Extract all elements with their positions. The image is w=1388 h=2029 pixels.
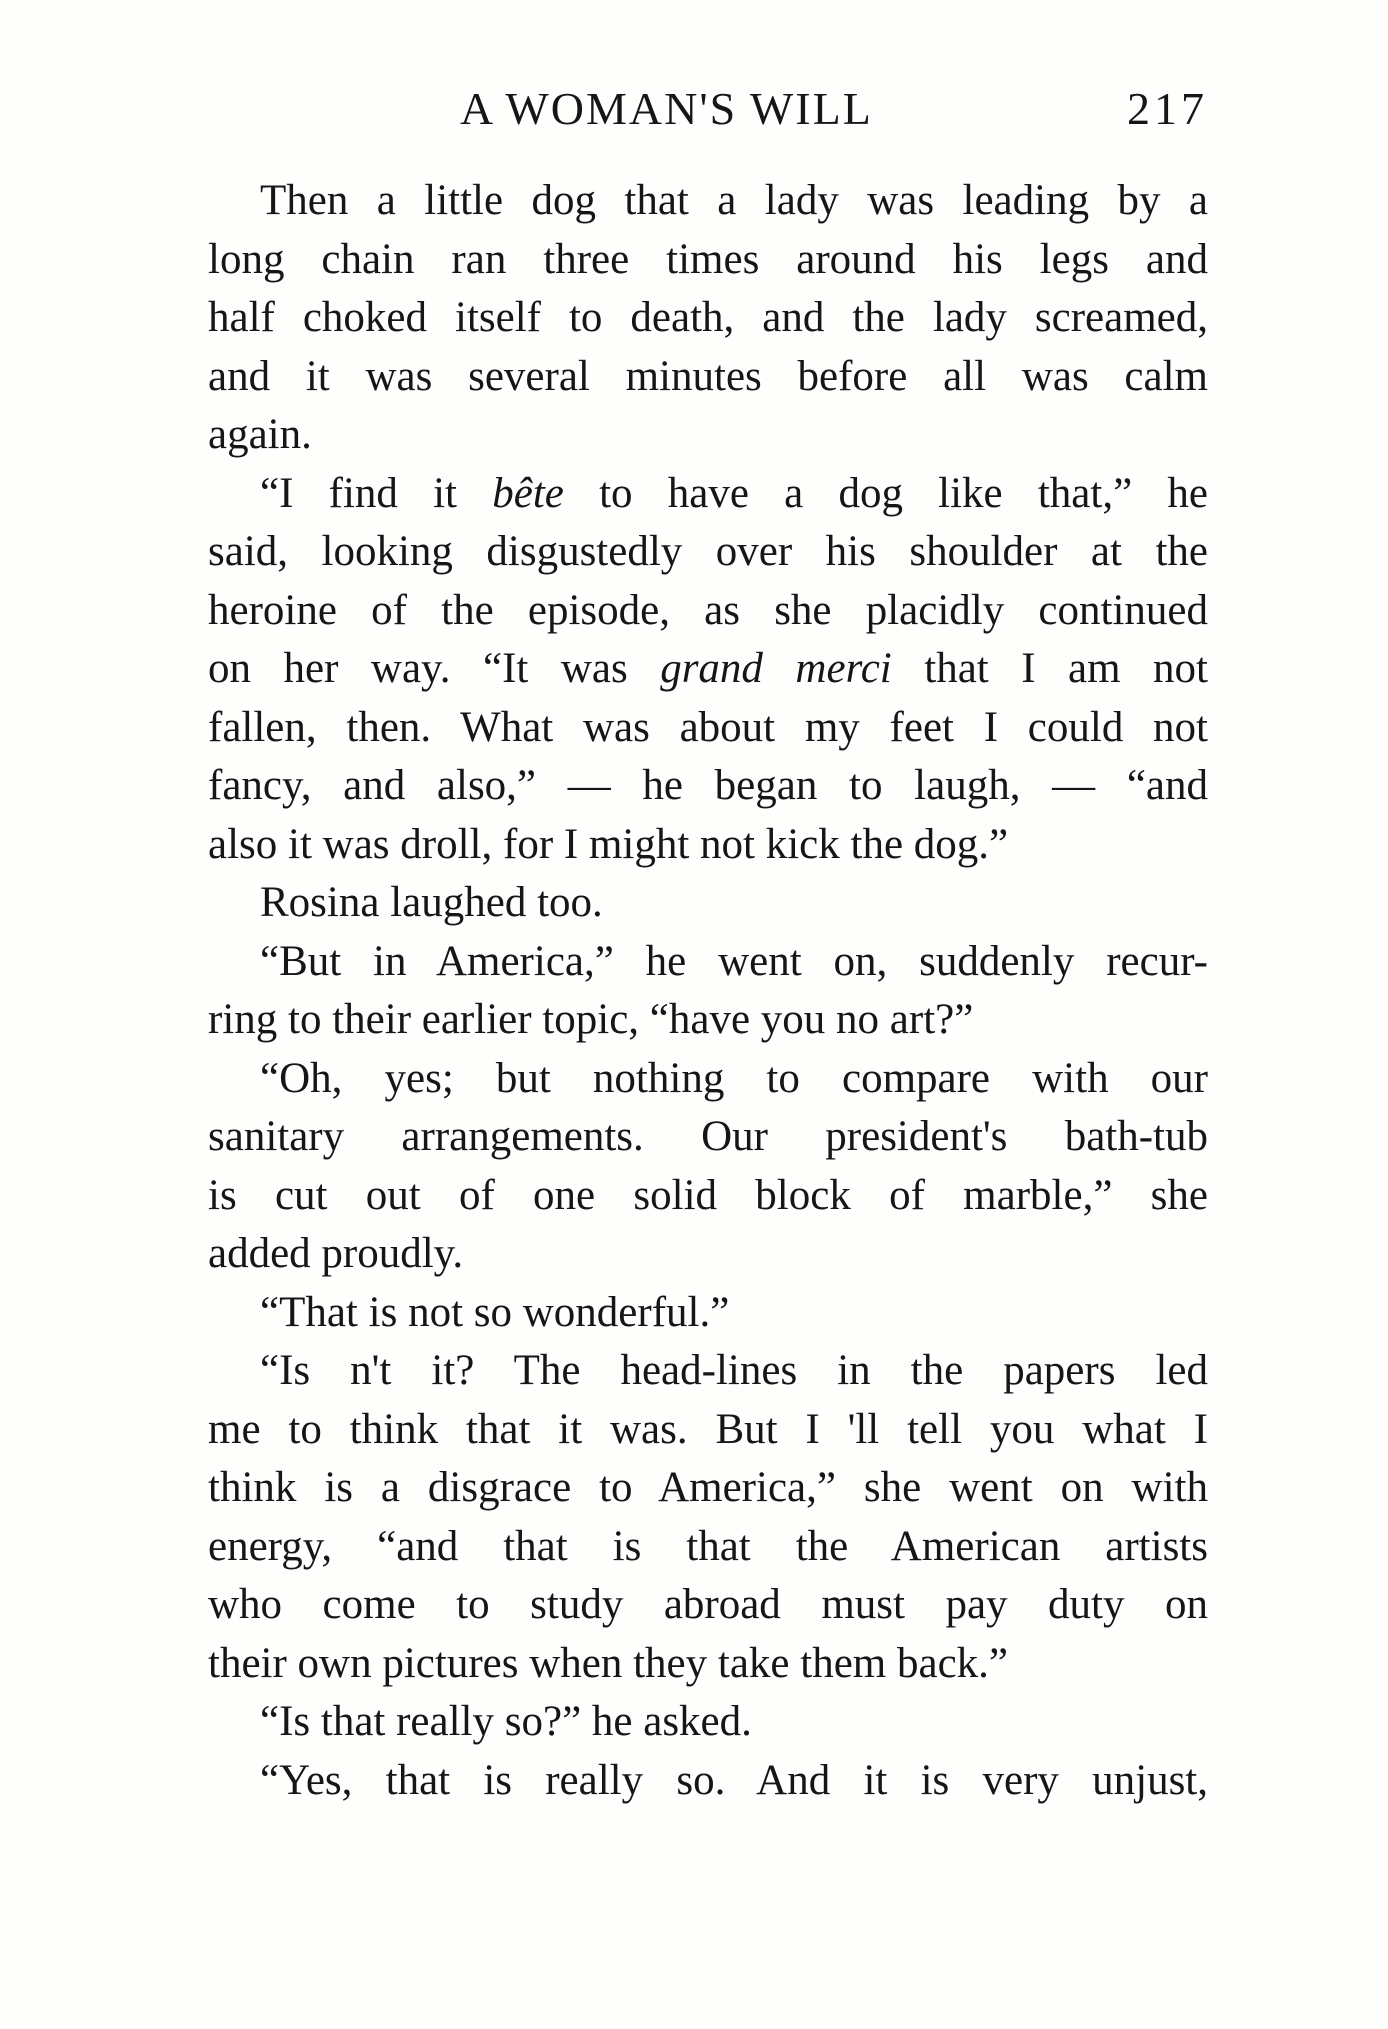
text-line: “But in America,” he went on, suddenly recur- (260, 937, 1208, 985)
body-text (208, 172, 1208, 1810)
text-line: ring to their earlier topic, “have you no art?” (208, 996, 974, 1043)
italic-phrase: grand merci (660, 645, 892, 692)
text-line: fancy, and also,” — he began to laugh, — “and (208, 762, 1208, 809)
page-header (208, 82, 1208, 142)
text-line: and it was several minutes before all was calm (208, 352, 1208, 400)
text-line: me to think that it was. But I 'll tell you what I (208, 1405, 1208, 1453)
text-line: fallen, then. What was about my feet I could not (208, 703, 1208, 751)
text-segment: on her way. “It was (208, 645, 661, 692)
text-line: “Oh, yes; but nothing to compare with our (260, 1054, 1208, 1102)
text-line: think is a disgrace to America,” she went on with (208, 1464, 1208, 1511)
page-number: 217 (1127, 83, 1208, 134)
text-line: also it was droll, for I might not kick the dog.” (208, 820, 1009, 868)
text-line: heroine of the episode, as she placidly continued (208, 586, 1208, 634)
text-segment: that I am not (891, 645, 1208, 692)
running-title: A WOMAN'S WILL (460, 83, 873, 134)
text-line: “Yes, that is really so. And it is very unjust, (260, 1756, 1208, 1804)
text-segment: to have a dog like that,” he (563, 469, 1208, 517)
text-line: who come to study abroad must pay duty on (208, 1581, 1208, 1628)
text-line: their own pictures when they take them back.” (208, 1639, 1008, 1687)
text-line: added proudly. (208, 1230, 464, 1277)
text-line: sanitary arrangements. Our president's bath-tub (208, 1113, 1208, 1160)
text-line: long chain ran three times around his legs and (208, 235, 1208, 283)
italic-phrase: bête (492, 469, 564, 517)
text-line: Rosina laughed too. (260, 879, 603, 926)
text-line: “Is n't it? The head-lines in the papers led (260, 1347, 1208, 1394)
text-line (208, 465, 1208, 524)
text-line: is cut out of one solid block of marble,” she (208, 1171, 1208, 1219)
text-line (208, 640, 1208, 699)
text-line: Then a little dog that a lady was leading by a (260, 177, 1208, 224)
text-line: “Is that really so?” he asked. (260, 1698, 752, 1745)
text-line: half choked itself to death, and the lady screamed, (208, 294, 1208, 341)
text-line: energy, “and that is that the American artists (208, 1522, 1208, 1570)
text-segment: “I find it (260, 469, 493, 517)
text-line: said, looking disgustedly over his shoulder at the (208, 528, 1208, 575)
text-line: again. (208, 411, 312, 458)
text-line: “That is not so wonderful.” (260, 1288, 730, 1336)
